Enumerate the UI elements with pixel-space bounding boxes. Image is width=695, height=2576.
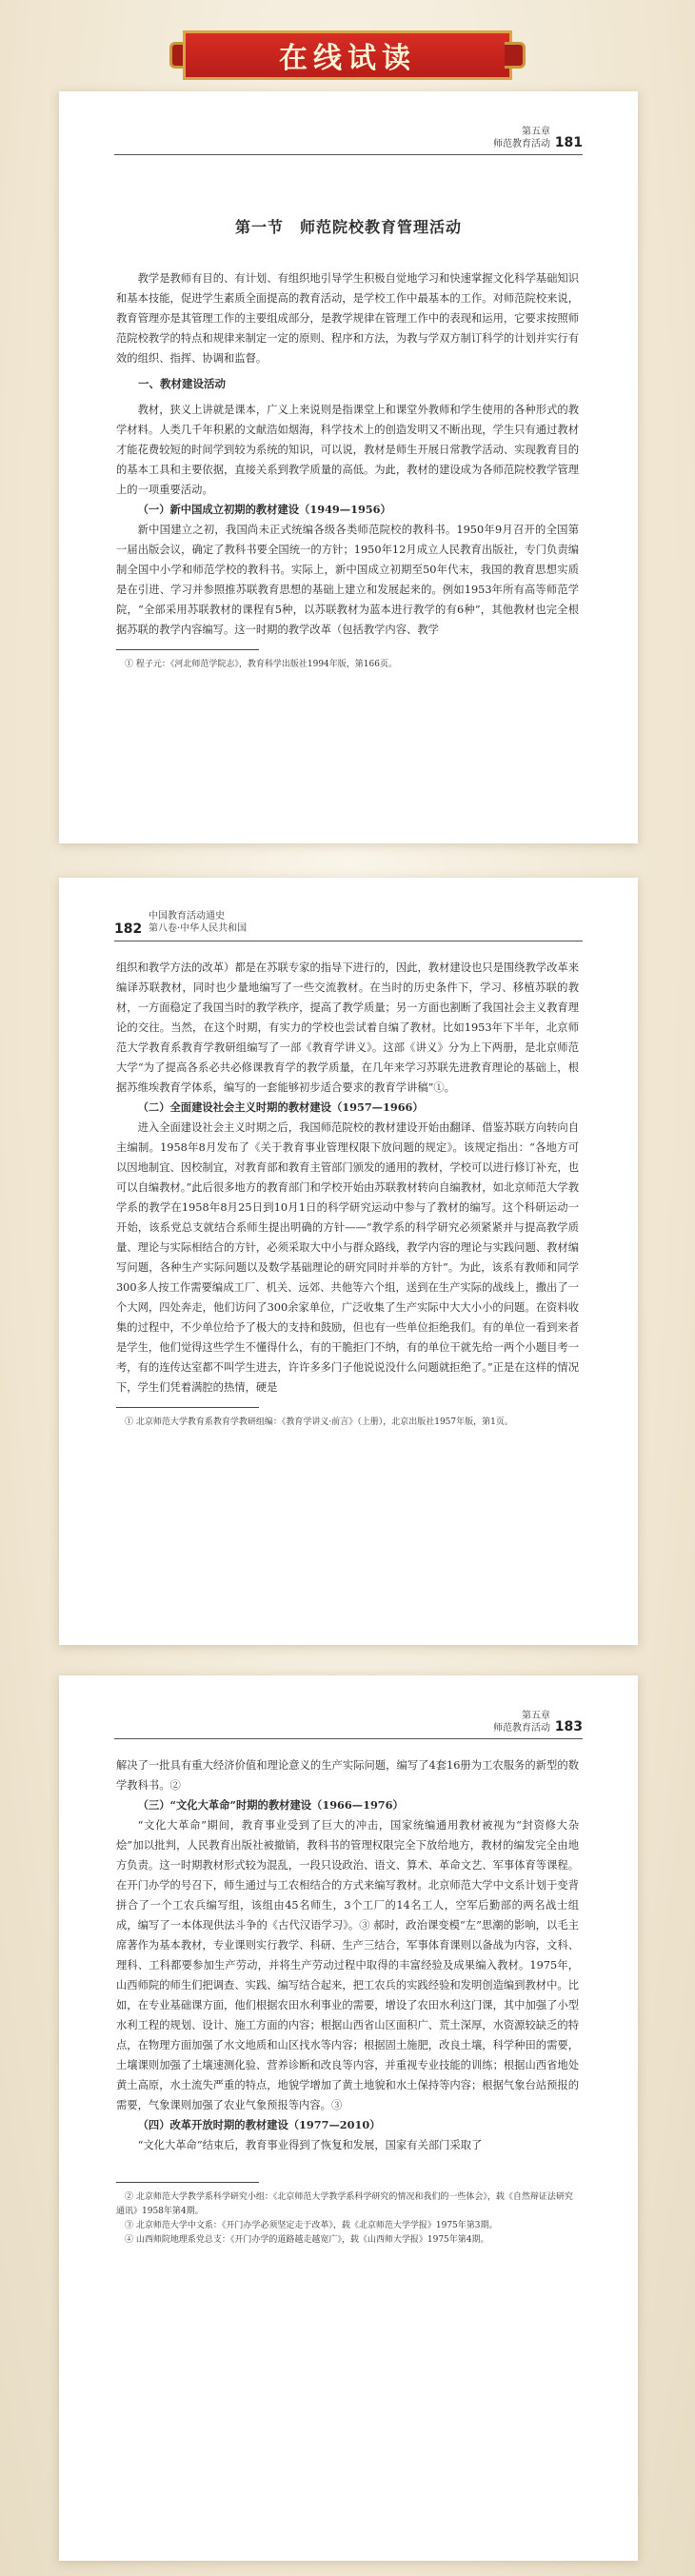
banner-plate	[183, 30, 512, 80]
paragraph: 解决了一批具有重大经济价值和理论意义的生产实际问题，编写了4套16册为工农服务的新型的数学教科书。②	[116, 1759, 579, 1792]
footnote: ④ 山西师院地理系党总支：《开门办学的道路越走越宽广》，载《山西师大学报》1975年第4期。	[125, 2235, 489, 2245]
heading-level-3: （一）新中国成立初期的教材建设（1949—1956）	[137, 503, 391, 516]
footnote: ① 程子元：《河北师范学院志》，教育科学出版社1994年版，第166页。	[125, 660, 397, 669]
page-number: 183	[554, 1719, 583, 1734]
footnote-rule	[116, 649, 259, 650]
footnote-rule	[116, 2182, 259, 2183]
header-rule	[114, 1738, 583, 1739]
running-head-volume: 第八卷·中华人民共和国	[149, 923, 248, 934]
online-preview-banner	[169, 25, 526, 86]
paragraph: 组织和教学方法的改革）都是在苏联专家的指导下进行的，因此，教材建设也只是围绕教学改革来编译苏联教材，同时也少量地编写了一些交流教材。在当时的历史条件下，学习、移植苏联的教材，一方面稳定了我国当时的教学秩序，提高了教学质量；另一方面也割断了我国社会主义教育理论的交往。当然，在这个时期，有实力的学校也尝试着自编了教材。比如1953年下半年，北京师范大学教育系教育学教研组编写了一部《教育学讲义》。这部《讲义》分为上下两册，是北京师范大学“为了提高各系必共必修课教育学的教学质量，在几年来学习苏联先进教育理论的基础上，根据苏维埃教育学体系，编写的一套能够初步适合要求的教育学讲稿”①。	[116, 961, 579, 1094]
running-head-title: 师范教育活动	[493, 1723, 550, 1734]
paragraph: “文化大革命”结束后，教育事业得到了恢复和发展，国家有关部门采取了	[137, 2139, 483, 2151]
footnote: ① 北京师范大学教育系教育学教研组编：《教育学讲义·前言》（上册），北京出版社1957年版，第1页。	[125, 1417, 513, 1427]
footnote-rule	[116, 1407, 259, 1408]
banner-title: 在线试读	[279, 42, 416, 75]
running-head-chapter: 第五章	[522, 127, 550, 137]
footnote: ② 北京师范大学教学系科学研究小组：《北京师范大学教学系科学研究的情况和我们的一些体会》，载《自然辩证法研究通讯》1958年第4期。	[116, 2192, 573, 2216]
section-title: 第一节 师范院校教育管理活动	[234, 218, 462, 236]
heading-level-3: （四）改革开放时期的教材建设（1977—2010）	[137, 2118, 381, 2131]
book-page-183	[59, 1675, 638, 2561]
footnote: ③ 北京师范大学中文系：《开门办学必须坚定走于改革》，载《北京师范大学学报》1975年第3期。	[125, 2221, 498, 2230]
paragraph: 进入全面建设社会主义时期之后，我国师范院校的教材建设开始由翻译、借鉴苏联方向转向自主编制。1958年8月发布了《关于教育事业管理权限下放问题的规定》。该规定指出：“各地方可以因地制宜、因校制宜，对教育部和教育主管部门颁发的通用的教材，学校可以进行修订补充，也可以自编教材。”此后很多地方的教育部门和学校开始由苏联教材转向自编教材，如北京师范大学教学系的教学在1958年8月25日到10月1日的科学研究运动中参与了教材的编写。这个科研运动一开始，该系党总支就结合系师生提出明确的方针——“教学系的科学研究必须紧紧并与提高教学质量、理论与实际相结合的方针，必须采取大中小与群众路线，教学内容的理论与实践问题、教材编写问题，各种生产实际问题以及数学基础理论的研究同时并举的方针”。为此，该系有教师和同学300多人按工作需要编成工厂、机关、远郊、共他等六个组，送到在生产实际的战线上，撒出了一个大网，四处奔走，他们访问了300余家单位，广泛收集了生产实际中大大小小的问题。在资料收集的过程中，不少单位给予了极大的支持和鼓励，但也有一些单位拒绝我们。有的单位一看到来者是学生，他们觉得这些学生不懂得什么，有的干脆拒门不纳，有的单位干就先给一两个小题目考一考，有的连传达室都不叫学生进去，许许多多门子他说说没什么问题就拒绝了。”正是在这样的情况下，学生们凭着满腔的热情，硬是	[116, 1121, 579, 1394]
page-number: 182	[114, 921, 143, 937]
heading-level-3: （二）全面建设社会主义时期的教材建设（1957—1966）	[137, 1100, 424, 1114]
running-head	[493, 126, 550, 150]
running-head	[149, 910, 247, 935]
running-head-title: 师范教育活动	[493, 139, 550, 149]
header-rule	[114, 154, 583, 155]
paragraph: 教学是教师有目的、有计划、有组织地引导学生积极自觉地学习和快速掌握文化科学基础知识和基本技能，促进学生素质全面提高的教育活动，是学校工作中最基本的工作。对师范院校来说，教育管理亦是其管理工作的主要组成部分，是教学规律在管理工作中的表现和运用，它要求按照师范院校教学的特点和规律来制定一定的原则、程序和方法，为教与学双方制订科学的计划并实行有效的组织、指挥、协调和监督。	[116, 272, 579, 365]
heading-level-2: 一、教材建设活动	[138, 377, 226, 390]
book-page-181	[59, 91, 638, 843]
book-page-182	[59, 878, 638, 1645]
page-number: 181	[554, 135, 583, 150]
running-head-book: 中国教育活动通史	[149, 911, 225, 921]
running-head	[493, 1710, 550, 1734]
heading-level-3: （三）“文化大革命”时期的教材建设（1966—1976）	[137, 1798, 404, 1812]
running-head-chapter: 第五章	[522, 1711, 550, 1721]
paragraph: 教材，狭义上讲就是课本，广义上来说则是指课堂上和课堂外教师和学生使用的各种形式的教学材料。人类几千年积累的文献浩如烟海，科学技术上的创造发明又不断出现，学生只有通过教材才能花费较短的时间学到较为系统的知识，可以说，教材是师生开展日常教学活动、实现教育目的的基本工具和主要依据，直接关系到教学质量的高低。为此，教材的建设成为各师范院校教学管理上的一项重要活动。	[116, 404, 579, 496]
banner-right-ornament	[505, 42, 526, 69]
paragraph: “文化大革命”期间，教育事业受到了巨大的冲击，国家统编通用教材被视为“封资修大杂烩”加以批判，人民教育出版社被撤销，教科书的管理权限完全下放给地方，教材的编发完全由地方负责。这一时期教材形式较为混乱，一段只设政治、语文、算术、革命文艺、军事体育等课程。在开门办学的号召下，师生通过与工农相结合的方式来编写教材。北京师范大学中文系计划于变背拼合了一个工农兵编写组，该组由45名师生，3个工厂的14名工人，空军后勤部的两名战士组成，编写了一本体现供法斗争的《古代汉语学习》。③ 郝时，政治课变模“左”思潮的影响，以毛主席著作为基本教材，专业课则实行教学、科研、生产三结合，军事体育课则以备战为内容，文科、理科、工科都要参加生产劳动，并将生产劳动过程中取得的丰富经验及成果编入教材。1975年，山西师院的师生们把调查、实践、编写结合起来，把工农兵的实践经验和发明创造编到教材中。比如，在专业基础课方面，他们根据农田水利事业的需要，增设了农田水利这门课，其中加强了小型水利工程的规划、设计、施工方面的内容；根据山西省山区面积广、荒土深厚，水资源较缺乏的特点，在物理方面加强了水文地质和山区找水等内容；根据固土施肥，改良土壤，科学种田的需要，土壤课则加强了土壤速测化验、营养诊断和改良等内容，并重视专业技能的训练；根据山西省地处黄土高原，水土流失严重的特点，地貌学增加了黄土地貌和水土保持等内容；根据气象台站预报的需要，气象课则加强了农业气象预报等内容。③	[116, 1819, 579, 2111]
paragraph: 新中国建立之初，我国尚未正式统编各级各类师范院校的教科书。1950年9月召开的全国第一届出版会议，确定了教科书要全国统一的方针；1950年12月成立人民教育出版社，专门负责编制全国中小学和师范学校的教科书。实际上，新中国成立初期至50年代末，我国的教育思想实质是在引进、学习并参照推苏联教育思想的基础上建立和发展起来的。例如1953年所有高等师范学院，“全部采用苏联教材的课程有5种，以苏联教材为蓝本进行教学的有6种”，其他教材也完全根据苏联的教学内容编写。这一时期的教学改革（包括教学内容、教学	[116, 524, 579, 636]
